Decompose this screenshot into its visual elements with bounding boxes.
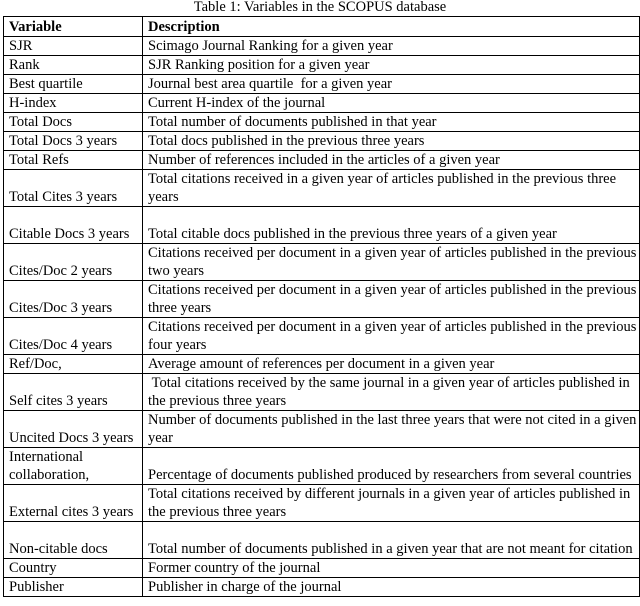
table-row: [4, 522, 640, 559]
variables-table: [3, 16, 640, 597]
variable-cell: Citable Docs 3 years: [4, 207, 143, 244]
description-cell: Total number of documents published in that year: [143, 113, 640, 132]
description-cell: Number of references included in the articles of a given year: [143, 151, 640, 170]
variable-cell: Cites/Doc 2 years: [4, 244, 143, 281]
description-cell: Scimago Journal Ranking for a given year: [143, 37, 640, 56]
table-row: [4, 113, 640, 132]
variable-cell: Total Docs: [4, 113, 143, 132]
description-cell: Former country of the journal: [143, 559, 640, 578]
header-variable: Variable: [4, 17, 143, 37]
description-cell: Publisher in charge of the journal: [143, 578, 640, 597]
table-row: [4, 37, 640, 56]
variable-cell: Uncited Docs 3 years: [4, 411, 143, 448]
variable-cell: SJR: [4, 37, 143, 56]
table-row: [4, 318, 640, 355]
table-row: [4, 355, 640, 374]
variable-cell: Total Cites 3 years: [4, 170, 143, 207]
description-cell: Citations received per document in a given year of articles published in the previous four years: [143, 318, 640, 355]
variable-cell: Total Refs: [4, 151, 143, 170]
variable-cell: Country: [4, 559, 143, 578]
table-row: [4, 132, 640, 151]
variable-cell: External cites 3 years: [4, 485, 143, 522]
variable-cell: Best quartile: [4, 75, 143, 94]
description-cell: Citations received per document in a given year of articles published in the previous three years: [143, 281, 640, 318]
table-row: [4, 151, 640, 170]
description-cell: Journal best area quartile for a given year: [143, 75, 640, 94]
description-cell: Total number of documents published in a given year that are not meant for citation: [143, 522, 640, 559]
table-row: [4, 578, 640, 597]
description-cell: Number of documents published in the last three years that were not cited in a given year: [143, 411, 640, 448]
table-row: [4, 75, 640, 94]
table-row: [4, 207, 640, 244]
variable-cell: Rank: [4, 56, 143, 75]
description-cell: Average amount of references per document in a given year: [143, 355, 640, 374]
table-row: [4, 448, 640, 485]
table-row: [4, 485, 640, 522]
description-cell: SJR Ranking position for a given year: [143, 56, 640, 75]
table-row: [4, 281, 640, 318]
table-caption: Table 1: Variables in the SCOPUS database: [193, 0, 447, 15]
variable-cell: Self cites 3 years: [4, 374, 143, 411]
table-row: [4, 94, 640, 113]
table-row: [4, 170, 640, 207]
variable-cell: Non-citable docs: [4, 522, 143, 559]
description-cell: Total citations received by the same journal in a given year of articles published in the previous three years: [143, 374, 640, 411]
variable-cell: International collaboration,: [4, 448, 143, 485]
table-row: [4, 374, 640, 411]
description-cell: Total citations received in a given year of articles published in the previous three years: [143, 170, 640, 207]
description-cell: Total docs published in the previous three years: [143, 132, 640, 151]
variable-cell: Publisher: [4, 578, 143, 597]
description-cell: Total citations received by different journals in a given year of articles published in the previous three years: [143, 485, 640, 522]
variable-cell: Total Docs 3 years: [4, 132, 143, 151]
variable-cell: H-index: [4, 94, 143, 113]
table-row: [4, 244, 640, 281]
variable-cell: Cites/Doc 3 years: [4, 281, 143, 318]
description-cell: Current H-index of the journal: [143, 94, 640, 113]
table-row: [4, 559, 640, 578]
variable-cell: Cites/Doc 4 years: [4, 318, 143, 355]
description-cell: Citations received per document in a given year of articles published in the previous two years: [143, 244, 640, 281]
variable-cell: Ref/Doc,: [4, 355, 143, 374]
table-header-row: [4, 17, 640, 37]
table-row: [4, 411, 640, 448]
table-row: [4, 56, 640, 75]
description-cell: Total citable docs published in the previous three years of a given year: [143, 207, 640, 244]
description-cell: Percentage of documents published produced by researchers from several countries: [143, 448, 640, 485]
header-description: Description: [143, 17, 640, 37]
